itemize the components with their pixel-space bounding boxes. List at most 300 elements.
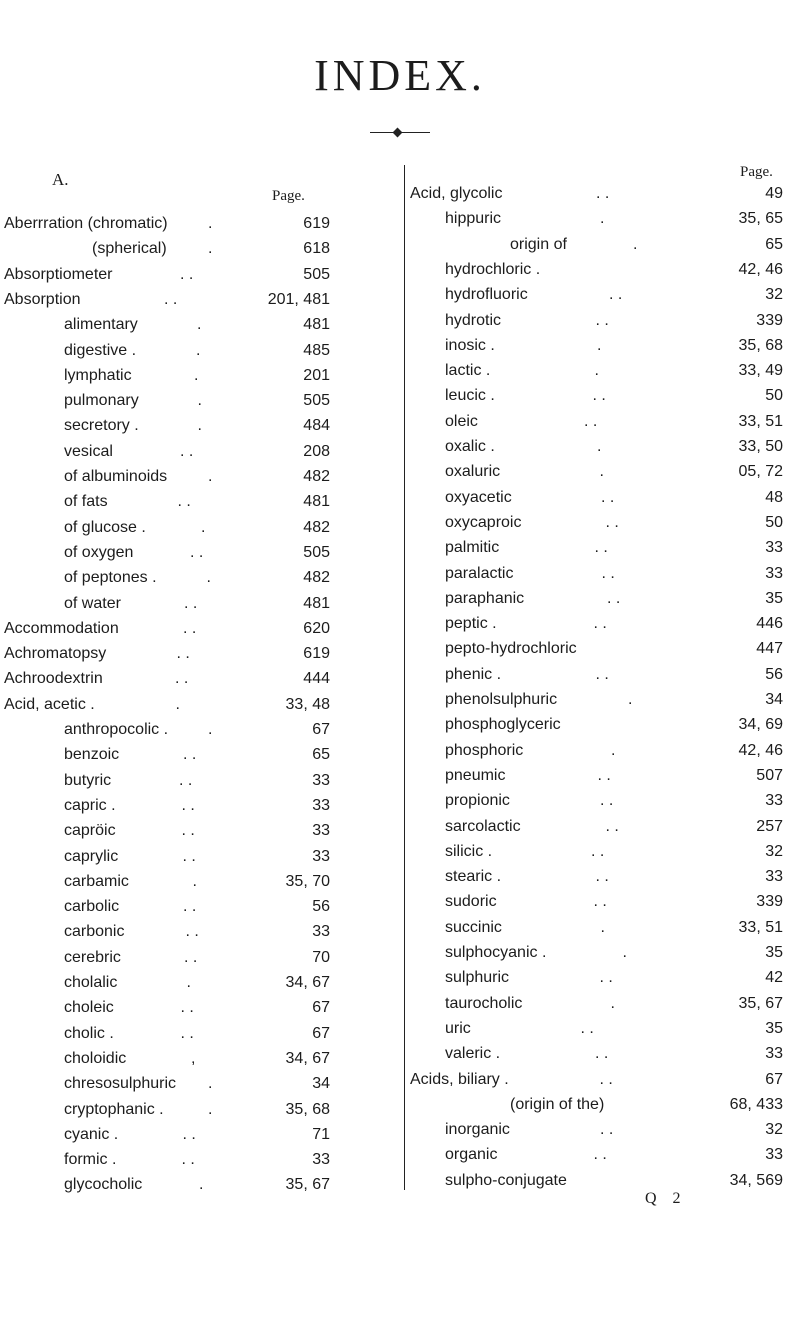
page-number: 67 xyxy=(312,1024,330,1042)
index-term: of oxygen xyxy=(64,543,134,561)
leader-dots: . . xyxy=(600,1121,614,1139)
leader-dots: . . xyxy=(597,766,611,784)
leader-dots: . . xyxy=(593,615,607,633)
index-entry xyxy=(405,918,800,938)
index-entry xyxy=(405,412,800,432)
page-number: 208 xyxy=(303,442,330,460)
leader-dots: . xyxy=(600,918,605,936)
index-term: origin of xyxy=(510,235,567,253)
index-term: Absorption xyxy=(4,290,81,308)
leader-dots: . xyxy=(201,518,206,536)
index-term: pulmonary xyxy=(64,392,139,410)
leader-dots: . . xyxy=(595,1045,609,1063)
page-number: 507 xyxy=(756,766,783,784)
index-entry xyxy=(0,897,395,917)
page-number: 48 xyxy=(765,488,783,506)
index-term: hydrochloric . xyxy=(445,260,541,278)
page-number: 33, 51 xyxy=(738,412,783,430)
page-number: 33 xyxy=(765,539,783,557)
index-entry xyxy=(0,214,395,234)
leader-dots: . . xyxy=(605,817,619,835)
leader-dots: . . xyxy=(596,185,610,202)
page-number: 34 xyxy=(312,1075,330,1093)
leader-dots: . . xyxy=(591,842,605,860)
index-entry xyxy=(405,538,800,558)
leader-dots: . . xyxy=(600,792,614,810)
leader-dots: . xyxy=(197,316,202,334)
leader-dots: . . xyxy=(609,286,623,304)
index-entry xyxy=(405,361,800,381)
leader-dots: . xyxy=(597,438,602,455)
index-entry xyxy=(0,872,395,892)
leader-dots: . . xyxy=(185,923,199,941)
index-entry xyxy=(405,235,800,255)
index-entry xyxy=(405,614,800,634)
index-term: caprylic xyxy=(64,847,119,865)
leader-dots: . . xyxy=(176,645,190,663)
page-number: 35 xyxy=(765,589,783,607)
index-term: inosic . xyxy=(445,336,495,354)
page-number: 505 xyxy=(303,392,330,410)
index-term: capric . xyxy=(64,796,116,814)
leader-dots: . . xyxy=(164,290,178,308)
page-title: INDEX. xyxy=(314,51,486,100)
page-number: 33 xyxy=(312,796,330,814)
page-number: 33 xyxy=(765,792,783,810)
index-term: sulpho-conjugate xyxy=(445,1171,567,1189)
leader-dots: . xyxy=(208,240,213,258)
index-term: carbamic xyxy=(64,872,129,890)
index-entry xyxy=(0,669,395,689)
page-number: 485 xyxy=(303,341,330,359)
index-entry xyxy=(405,285,800,305)
index-term: glycocholic xyxy=(64,1176,143,1194)
leader-dots: . xyxy=(196,341,201,359)
page-number: 339 xyxy=(756,893,783,911)
page-number: 68, 433 xyxy=(729,1095,783,1113)
index-term: cyanic . xyxy=(64,1125,119,1143)
page-number: 35, 67 xyxy=(738,994,783,1012)
index-term: hydrotic xyxy=(445,311,502,329)
page-number: 482 xyxy=(303,569,330,587)
page-number: 201, 481 xyxy=(267,290,330,308)
index-entry xyxy=(0,1125,395,1145)
index-term: Acid, glycolic xyxy=(410,185,503,202)
page-number: 67 xyxy=(312,999,330,1017)
index-entry xyxy=(405,994,800,1014)
page-heading-left: Page. xyxy=(272,188,305,204)
leader-dots: . xyxy=(610,994,615,1012)
leader-dots: . . xyxy=(605,513,619,531)
index-term: (spherical) xyxy=(92,240,167,258)
page-number: 56 xyxy=(312,898,330,916)
page-number: 481 xyxy=(303,493,330,511)
leader-dots: . . xyxy=(183,619,197,637)
leader-dots: . . xyxy=(183,898,197,916)
page-number: 33, 51 xyxy=(738,918,783,936)
page-number: 67 xyxy=(765,1070,783,1088)
leader-dots: . xyxy=(633,235,638,253)
index-term: chresosulphuric xyxy=(64,1075,177,1093)
index-term: stearic . xyxy=(445,868,502,886)
leader-dots: . . xyxy=(593,893,607,911)
index-entry xyxy=(405,1044,800,1064)
page-number: 33 xyxy=(312,1151,330,1169)
index-entry xyxy=(405,1171,800,1191)
index-term: Aberrration (chromatic) xyxy=(4,215,168,232)
index-entry xyxy=(0,796,395,816)
index-entry xyxy=(0,821,395,841)
page-number: 42 xyxy=(765,969,783,987)
page-heading-right: Page. xyxy=(740,164,773,180)
page-number: 35, 70 xyxy=(285,872,330,890)
index-entry xyxy=(0,1175,395,1195)
index-entry xyxy=(405,741,800,761)
index-term: (origin of the) xyxy=(510,1095,605,1113)
index-entry xyxy=(405,1120,800,1140)
index-term: choleic xyxy=(64,999,114,1017)
index-entry xyxy=(0,315,395,335)
leader-dots: . xyxy=(175,695,180,713)
page-number: 42, 46 xyxy=(738,260,783,278)
page-number: 34, 67 xyxy=(285,974,330,991)
index-term: hydrofluoric xyxy=(445,286,528,304)
index-term: cerebric xyxy=(64,948,121,966)
index-term: peptic . xyxy=(445,615,497,633)
index-term: pepto-hydrochloric xyxy=(445,640,577,658)
page-number: 35, 67 xyxy=(285,1176,330,1194)
index-term: Absorptiometer xyxy=(4,265,113,283)
index-term: Acid, acetic . xyxy=(4,695,95,713)
index-entry xyxy=(405,943,800,963)
index-term: alimentary xyxy=(64,316,138,334)
index-entry xyxy=(0,948,395,968)
index-entry xyxy=(0,720,395,740)
page-number: 481 xyxy=(303,316,330,334)
leader-dots: . xyxy=(197,392,202,410)
page-number: 05, 72 xyxy=(738,463,783,481)
page-number: 50 xyxy=(765,513,783,531)
right-index-column xyxy=(405,0,800,1333)
index-term: oxalic . xyxy=(445,438,495,455)
leader-dots: . . xyxy=(599,969,613,987)
page-number: 484 xyxy=(303,417,330,435)
page-number: 34, 69 xyxy=(738,716,783,734)
index-term: formic . xyxy=(64,1151,117,1169)
page-number: 33 xyxy=(312,923,330,941)
index-entry xyxy=(0,239,395,259)
index-term: of peptones . xyxy=(64,569,157,587)
index-term: cholalic xyxy=(64,974,118,991)
index-entry xyxy=(405,842,800,862)
index-term: Achromatopsy xyxy=(4,645,107,663)
page-number: 446 xyxy=(756,615,783,633)
leader-dots: . . xyxy=(599,1070,613,1088)
index-term: hippuric xyxy=(445,210,502,228)
index-entry xyxy=(0,290,395,310)
index-term: sulphuric xyxy=(445,969,510,987)
index-entry xyxy=(0,922,395,942)
index-term: sudoric xyxy=(445,893,497,911)
index-term: pneumic xyxy=(445,766,506,784)
index-entry xyxy=(0,973,395,993)
index-term: of glucose . xyxy=(64,518,146,536)
page-number: 56 xyxy=(765,665,783,683)
page-number: 65 xyxy=(312,746,330,764)
leader-dots: . . xyxy=(180,1024,194,1042)
leader-dots: . . xyxy=(607,589,621,607)
leader-dots: . xyxy=(208,215,213,232)
leader-dots: . xyxy=(611,741,616,759)
page-number: 67 xyxy=(312,721,330,738)
index-entry xyxy=(405,1145,800,1165)
index-term: Acids, biliary . xyxy=(410,1070,509,1088)
leader-dots: . . xyxy=(175,670,189,688)
index-entry xyxy=(405,665,800,685)
page-number: 33, 49 xyxy=(738,362,783,380)
index-entry xyxy=(0,416,395,436)
index-term: benzoic xyxy=(64,746,120,764)
index-entry xyxy=(0,265,395,285)
leader-dots: . . xyxy=(177,493,191,511)
index-entry xyxy=(405,715,800,735)
index-term: sulphocyanic . xyxy=(445,944,547,961)
page-number: 444 xyxy=(303,670,330,688)
leader-dots: . . xyxy=(181,1151,195,1169)
leader-dots: . . xyxy=(180,265,194,283)
leader-dots: . . xyxy=(180,442,194,460)
page-number: 32 xyxy=(765,286,783,304)
index-term: succinic xyxy=(445,918,502,936)
leader-dots: . xyxy=(208,468,213,485)
index-term: organic xyxy=(445,1146,498,1164)
leader-dots: . xyxy=(192,872,197,890)
index-entry xyxy=(405,817,800,837)
index-entry xyxy=(405,1095,800,1115)
index-term: cryptophanic . xyxy=(64,1100,164,1118)
leader-dots: . xyxy=(600,210,605,228)
page-number: 257 xyxy=(756,817,783,835)
leader-dots: , xyxy=(191,1049,196,1067)
page-number: 32 xyxy=(765,842,783,860)
leader-dots: . xyxy=(186,974,191,991)
index-entry xyxy=(0,644,395,664)
leader-dots: . . xyxy=(595,311,609,329)
page-number: 619 xyxy=(303,215,330,232)
page-number: 33 xyxy=(312,847,330,865)
index-term: paralactic xyxy=(445,564,514,582)
page-number: 482 xyxy=(303,468,330,485)
page-number: 71 xyxy=(312,1125,330,1143)
page-number: 619 xyxy=(303,645,330,663)
index-entry xyxy=(0,467,395,487)
index-term: digestive . xyxy=(64,341,137,359)
index-term: silicic . xyxy=(445,842,493,860)
index-term: of water xyxy=(64,594,121,612)
page-number: 33 xyxy=(765,1146,783,1164)
leader-dots: . xyxy=(622,944,627,961)
index-term: oleic xyxy=(445,412,478,430)
page-number: 35, 65 xyxy=(738,210,783,228)
page-number: 35, 68 xyxy=(285,1100,330,1118)
index-entry xyxy=(0,695,395,715)
page-number: 505 xyxy=(303,265,330,283)
index-term: capröic xyxy=(64,822,116,840)
index-term: phosphoric xyxy=(445,741,524,759)
index-entry xyxy=(405,336,800,356)
index-entry xyxy=(405,488,800,508)
leader-dots: . . xyxy=(179,771,193,789)
index-entry xyxy=(0,847,395,867)
index-term: phenolsulphuric xyxy=(445,691,558,708)
leader-dots: . . xyxy=(181,822,195,840)
page-number: 482 xyxy=(303,518,330,536)
leader-dots: . . xyxy=(594,539,608,557)
index-entry xyxy=(0,998,395,1018)
index-entry xyxy=(405,968,800,988)
index-entry xyxy=(405,437,800,457)
leader-dots: . . xyxy=(180,999,194,1017)
index-entry xyxy=(405,892,800,912)
index-term: inorganic xyxy=(445,1121,510,1139)
leader-dots: . . xyxy=(182,847,196,865)
index-entry xyxy=(0,543,395,563)
index-entry xyxy=(405,589,800,609)
leader-dots: . . xyxy=(190,543,204,561)
leader-dots: . xyxy=(206,569,211,587)
leader-dots: . . xyxy=(592,387,606,405)
index-term: uric xyxy=(445,1019,471,1037)
page-number: 33 xyxy=(765,1045,783,1063)
leader-dots: . . xyxy=(184,594,198,612)
index-entry xyxy=(405,260,800,280)
index-entry xyxy=(405,184,800,204)
index-entry xyxy=(405,311,800,331)
index-entry xyxy=(0,442,395,462)
leader-dots: . . xyxy=(580,1019,594,1037)
index-entry xyxy=(405,690,800,710)
page-number: 201 xyxy=(303,366,330,384)
index-entry xyxy=(405,564,800,584)
page-number: 35 xyxy=(765,944,783,961)
index-term: secretory . xyxy=(64,417,139,435)
index-term: lactic . xyxy=(445,362,491,380)
page-number: 49 xyxy=(765,185,783,202)
leader-dots: . xyxy=(208,721,213,738)
index-term: phenic . xyxy=(445,665,502,683)
page-number: 35, 68 xyxy=(738,336,783,354)
index-term: anthropocolic . xyxy=(64,721,169,738)
page-number: 65 xyxy=(765,235,783,253)
leader-dots: . . xyxy=(584,412,598,430)
page-number: 33 xyxy=(312,771,330,789)
index-term: cholic . xyxy=(64,1024,114,1042)
leader-dots: . . xyxy=(601,564,615,582)
page-number: 33, 50 xyxy=(738,438,783,455)
leader-dots: . . xyxy=(181,796,195,814)
page-number: 618 xyxy=(303,240,330,258)
index-entry xyxy=(0,341,395,361)
index-entry xyxy=(405,209,800,229)
index-term: of albuminoids xyxy=(64,468,168,485)
leader-dots: . xyxy=(199,1176,204,1194)
leader-dots: . xyxy=(599,463,604,481)
index-entry xyxy=(0,366,395,386)
index-entry xyxy=(0,1100,395,1120)
index-entry xyxy=(405,1070,800,1090)
leader-dots: . xyxy=(594,362,599,380)
index-entry xyxy=(0,771,395,791)
page-number: 620 xyxy=(303,619,330,637)
index-entry xyxy=(405,462,800,482)
index-entry xyxy=(0,1049,395,1069)
page-number: 447 xyxy=(756,640,783,658)
index-term: leucic . xyxy=(445,387,495,405)
page-number: 33 xyxy=(765,868,783,886)
index-entry xyxy=(0,1024,395,1044)
index-term: choloidic xyxy=(64,1049,127,1067)
index-term: palmitic xyxy=(445,539,500,557)
leader-dots: . . xyxy=(595,665,609,683)
leader-dots: . xyxy=(197,417,202,435)
index-entry xyxy=(405,639,800,659)
index-entry xyxy=(0,492,395,512)
leader-dots: . xyxy=(208,1075,213,1093)
index-entry xyxy=(0,594,395,614)
leader-dots: . . xyxy=(595,868,609,886)
index-term: Achroodextrin xyxy=(4,670,103,688)
page-number: 34 xyxy=(765,691,783,708)
index-term: carbolic xyxy=(64,898,120,916)
index-term: taurocholic xyxy=(445,994,523,1012)
index-term: paraphanic xyxy=(445,589,525,607)
index-term: oxyacetic xyxy=(445,488,512,506)
page-number: 339 xyxy=(756,311,783,329)
page-number: 50 xyxy=(765,387,783,405)
index-term: sarcolactic xyxy=(445,817,521,835)
index-term: butyric xyxy=(64,771,112,789)
leader-dots: . xyxy=(597,336,602,354)
index-entry xyxy=(0,745,395,765)
page-number: 33 xyxy=(312,822,330,840)
index-entry xyxy=(405,1019,800,1039)
leader-dots: . xyxy=(628,691,633,708)
index-term: oxaluric xyxy=(445,463,501,481)
index-term: Accommodation xyxy=(4,619,119,637)
leader-dots: . . xyxy=(183,746,197,764)
index-term: carbonic xyxy=(64,923,125,941)
index-term: lymphatic xyxy=(64,366,132,384)
index-entry xyxy=(0,568,395,588)
page-number: 33 xyxy=(765,564,783,582)
page-number: 505 xyxy=(303,543,330,561)
index-entry xyxy=(0,1150,395,1170)
index-term: of fats xyxy=(64,493,108,511)
page-number: 33, 48 xyxy=(285,695,330,713)
index-term: oxycaproic xyxy=(445,513,522,531)
index-entry xyxy=(0,619,395,639)
index-term: propionic xyxy=(445,792,510,810)
index-term: valeric . xyxy=(445,1045,501,1063)
index-entry xyxy=(405,791,800,811)
leader-dots: . xyxy=(194,366,199,384)
page-number: 34, 67 xyxy=(285,1049,330,1067)
page-number: 32 xyxy=(765,1121,783,1139)
page-number: 481 xyxy=(303,594,330,612)
leader-dots: . . xyxy=(601,488,615,506)
page-number: 42, 46 xyxy=(738,741,783,759)
section-letter: A. xyxy=(52,170,69,189)
